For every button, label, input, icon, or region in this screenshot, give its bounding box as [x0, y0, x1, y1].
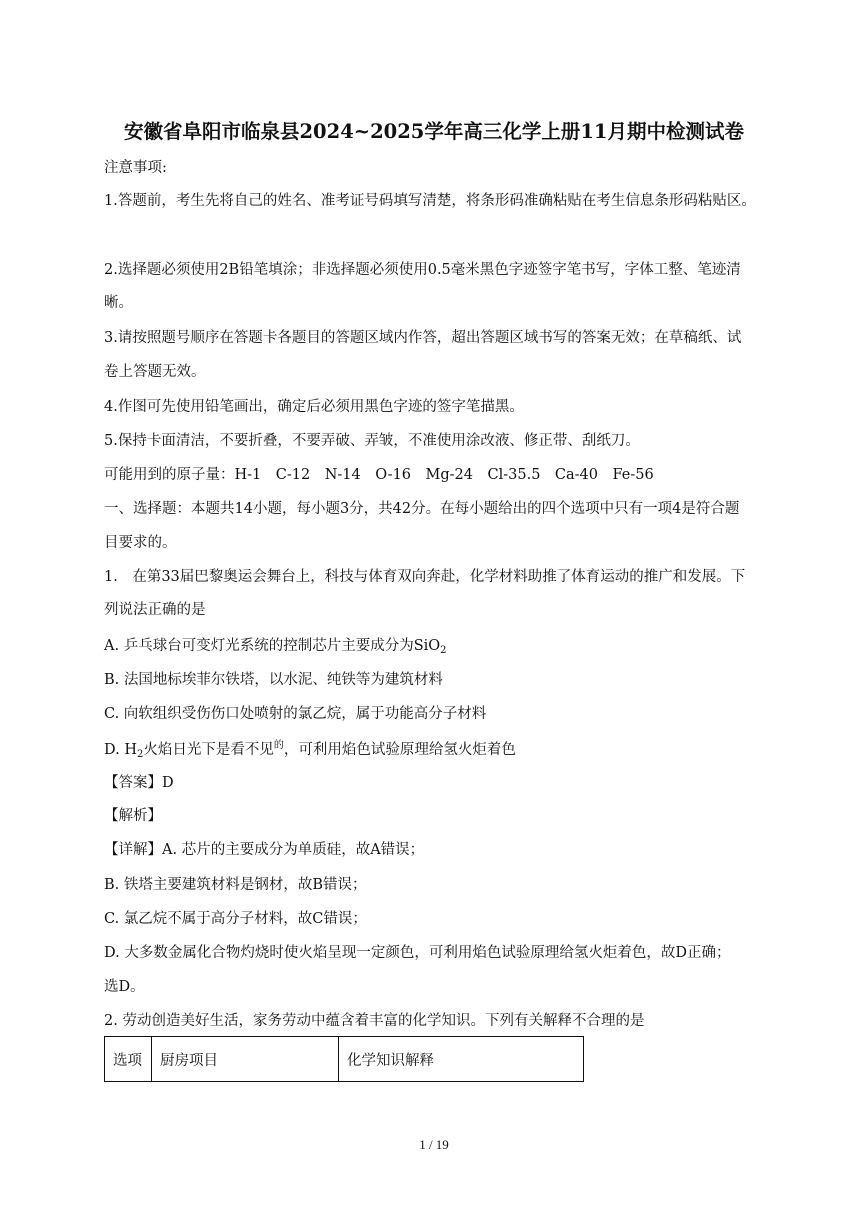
q1-option-a: [104, 636, 447, 656]
notice-item-2: 2.选择题必须使用2B铅笔填涂；非选择题必须使用0.5毫米黑色字迹签字笔书写，字体工整、笔迹清: [104, 262, 741, 278]
q1-option-d-mid: 火焰日光下是看不见: [143, 742, 274, 758]
q1-detail-2: B. 铁塔主要建筑材料是钢材，故B错误；: [104, 877, 367, 893]
q1-option-b: B. 法国地标埃菲尔铁塔，以水泥、纯铁等为建筑材料: [104, 672, 443, 688]
q2-stem: 2. 劳动创造美好生活，家务劳动中蕴含着丰富的化学知识。下列有关解释不合理的是: [104, 1013, 645, 1029]
q1-answer: 【答案】D: [104, 775, 174, 791]
q1-analysis-heading: 【解析】: [104, 808, 162, 824]
notice-item-5: 5.保持卡面清洁，不要折叠，不要弄破、弄皱，不准使用涂改液、修正带、刮纸刀。: [104, 433, 640, 449]
notice-item-4: 4.作图可先使用铅笔画出，确定后必须用黑色字迹的签字笔描黑。: [104, 399, 524, 415]
q1-detail-3: C. 氯乙烷不属于高分子材料，故C错误；: [104, 911, 367, 927]
table-row: [105, 1037, 584, 1082]
notice-heading: 注意事项:: [104, 160, 167, 176]
q1-option-d-subscript: 2: [136, 749, 144, 760]
q1-detail-5: 选D。: [104, 979, 145, 995]
q1-option-a-subscript: 2: [440, 645, 447, 656]
q1-stem-line2: 列说法正确的是: [104, 602, 206, 618]
q1-option-d-post: ，可利用焰色试验原理给氢火炬着色: [283, 742, 516, 758]
section1-line1: 一、选择题：本题共14小题，每小题3分，共42分。在每小题给出的四个选项中只有一项4是符合题: [104, 501, 740, 517]
q1-detail-1: 【详解】A. 芯片的主要成分为单质硅，故A错误；: [104, 842, 425, 858]
q1-option-d-pre: D. H: [104, 742, 137, 758]
table-header-option: 选项: [105, 1037, 152, 1082]
section1-line2: 目要求的。: [104, 535, 177, 551]
notice-item-3: 3.请按照题号顺序在答题卡各题目的答题区域内作答，超出答题区域书写的答案无效；在草稿纸、试: [104, 330, 742, 346]
q2-table: [104, 1036, 584, 1082]
q1-option-a-text: A. 乒乓球台可变灯光系统的控制芯片主要成分为SiO: [104, 638, 441, 654]
atomic-masses: 可能用到的原子量：H-1 C-12 N-14 O-16 Mg-24 Cl-35.5 Ca-40 Fe-56: [104, 467, 654, 483]
q1-option-d: [104, 740, 516, 760]
notice-item-3-cont: 卷上答题无效。: [104, 364, 206, 380]
q1-detail-4: D. 大多数金属化合物灼烧时使火焰呈现一定颜色，可利用焰色试验原理给氢火炬着色，故D正确；: [104, 945, 731, 961]
page-number: 1 / 19: [419, 1137, 449, 1152]
notice-item-2-cont: 晰。: [104, 295, 133, 311]
q1-option-c: C. 向软组织受伤伤口处喷射的氯乙烷，属于功能高分子材料: [104, 706, 487, 722]
notice-item-1: 1.答题前，考生先将自己的姓名、准考证号码填写清楚，将条形码准确粘贴在考生信息条形码粘贴区。: [104, 193, 756, 209]
table-header-explanation: 化学知识解释: [339, 1037, 584, 1082]
q1-option-d-superscript: 的: [273, 740, 284, 751]
table-header-kitchen-item: 厨房项目: [152, 1037, 339, 1082]
document-title: 安徽省阜阳市临泉县2024~2025学年高三化学上册11月期中检测试卷: [123, 120, 745, 143]
q1-stem-line1: 1. 在第33届巴黎奥运会舞台上，科技与体育双向奔赴，化学材料助推了体育运动的推广和发展。下: [104, 569, 746, 585]
